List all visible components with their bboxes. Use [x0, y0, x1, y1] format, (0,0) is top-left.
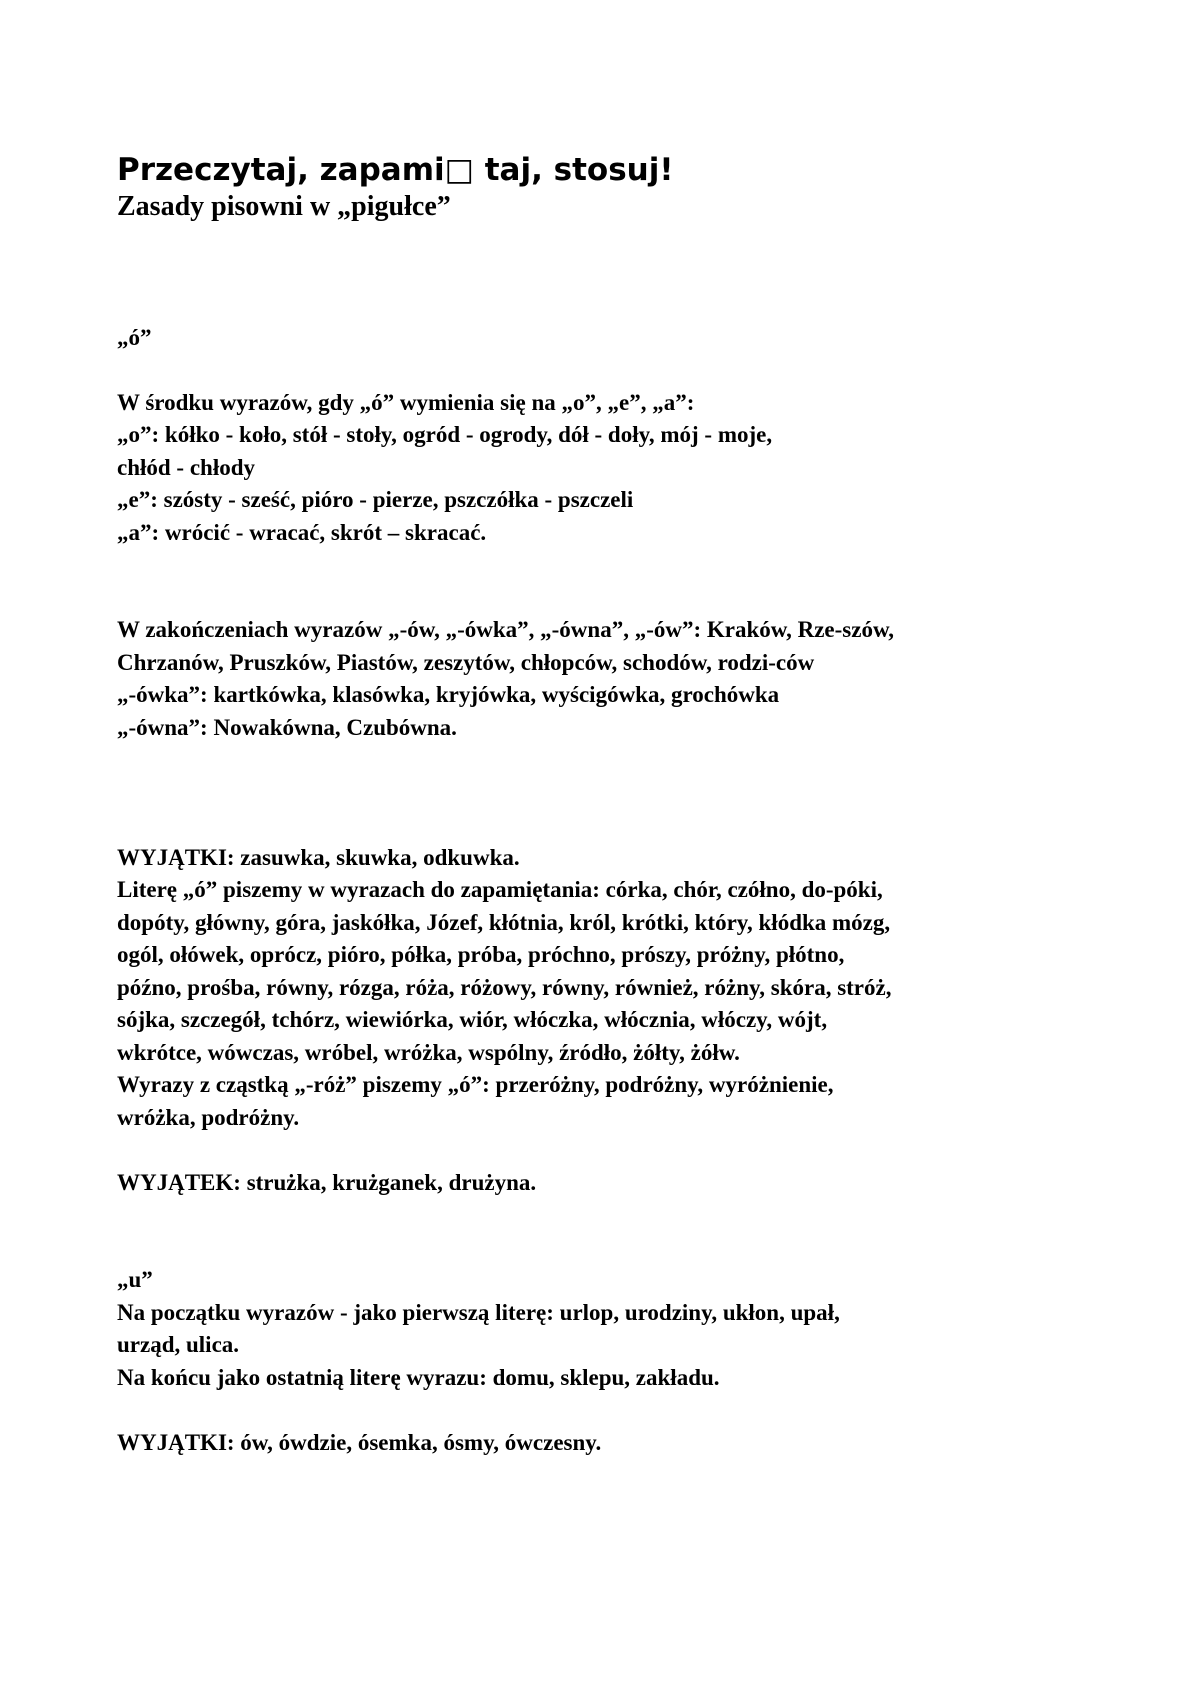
rule-line-e: „e”: szósty - sześć, pióro - pierze, pszczółka - pszczeli — [117, 487, 634, 512]
spacer — [117, 354, 1117, 387]
exceptions-line: WYJĄTKI: zasuwka, skuwka, odkuwka. — [117, 844, 520, 870]
endings-line-4: „-ówna”: Nowakówna, Czubówna. — [117, 714, 457, 740]
page-title: Przeczytaj, zapami□ taj, stosuj! — [117, 152, 674, 188]
memorize-line-1: Literę „ó” piszemy w wyrazach do zapamiętania: córka, chór, czółno, do-póki, — [117, 877, 883, 902]
u-exceptions-line: WYJĄTKI: ów, ówdzie, ósemka, ósmy, ówczesny. — [117, 1429, 602, 1455]
section-heading-u: „u” — [117, 1267, 153, 1292]
u-end-line: Na końcu jako ostatnią literę wyrazu: domu, sklepu, zakładu. — [117, 1364, 720, 1390]
endings-line-2: Chrzanów, Pruszków, Piastów, zeszytów, chłopców, schodów, rodzi-ców — [117, 649, 815, 675]
memorize-line-5: sójka, szczegół, tchórz, wiewiórka, wiór, włóczka, włócznia, włóczy, wójt, — [117, 1007, 828, 1032]
roz-line-1: Wyrazy z cząstką „-róż” piszemy „ó”: przeróżny, podróżny, wyróżnienie, — [117, 1072, 834, 1097]
roz-line-2: wróżka, podróżny. — [117, 1104, 300, 1130]
u-start-line-1: Na początku wyrazów - jako pierwszą literę: urlop, urodziny, ukłon, upał, — [117, 1299, 840, 1325]
exception-line: WYJĄTEK: strużka, krużganek, drużyna. — [117, 1169, 537, 1195]
spacer — [117, 549, 1117, 614]
memorize-line-4: późno, prośba, równy, rózga, róża, różowy, równy, również, różny, skóra, stróż, — [117, 974, 892, 1000]
spacer — [117, 1199, 1117, 1264]
section-heading-o: „ó” — [117, 324, 152, 350]
memorize-line-3: ogól, ołówek, oprócz, pióro, półka, próba, próchno, prószy, próżny, płótno, — [117, 942, 845, 967]
endings-line-3: „-ówka”: kartkówka, klasówka, kryjówka, wyścigówka, grochówka — [117, 682, 780, 707]
u-start-line-2: urząd, ulica. — [117, 1332, 240, 1357]
rule-intro: W środku wyrazów, gdy „ó” wymienia się na „o”, „e”, „a”: — [117, 389, 695, 415]
memorize-line-6: wkrótce, wówczas, wróbel, wróżka, wspólny, źródło, żółty, żółw. — [117, 1039, 740, 1065]
page-subtitle: Zasady pisowni w „pigułce” — [117, 191, 451, 222]
spacer — [117, 744, 1117, 842]
rule-line-o-1: „o”: kółko - koło, stół - stoły, ogród - ogrody, dół - doły, mój - moje, — [117, 422, 773, 447]
spacer — [117, 1394, 1117, 1427]
document-page — [117, 150, 1117, 1459]
rule-line-a: „a”: wrócić - wracać, skrót – skracać. — [117, 519, 487, 545]
spacer — [117, 1134, 1117, 1167]
spacer — [117, 224, 1117, 322]
rule-line-o-2: chłód - chłody — [117, 454, 256, 480]
endings-line-1: W zakończeniach wyrazów „-ów, „-ówka”, „-ówna”, „-ów”: Kraków, Rze-szów, — [117, 617, 895, 642]
memorize-line-2: dopóty, główny, góra, jaskółka, Józef, kłótnia, król, krótki, który, kłódka mózg, — [117, 909, 891, 935]
document-body — [117, 224, 1117, 1459]
